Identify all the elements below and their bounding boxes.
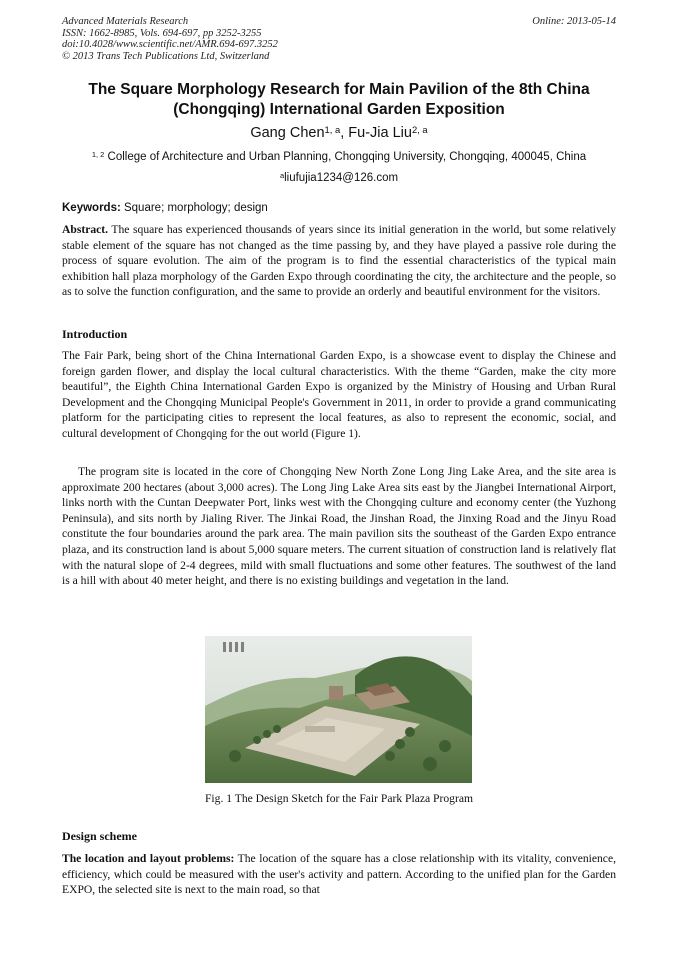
affiliation: [62, 149, 616, 165]
author-2-affiliation: 2, a: [411, 124, 428, 136]
author-1-affiliation: 1, a: [324, 124, 341, 136]
paper-title: The Square Morphology Research for Main Pavilion of the 8th China (Chongqing) International Garden Exposition: [88, 81, 590, 118]
design-sketch-figure: [205, 636, 472, 783]
design-runin-heading: The location and layout problems:: [62, 852, 235, 865]
keywords-label: Keywords:: [62, 202, 121, 214]
introduction-paragraph-1: The Fair Park, being short of the China International Garden Expo, is a showcase event to display the Chinese and foreign garden flower, and display the local cultural characteristics. With the theme “Garden, make the city more beautiful”, the Eighth China International Garden Expo is organized by the Ministry of Housing and Urban Rural Development and the Chongqing Municipal People's Government in 2011, in order to provide a grand communicating platform for the participating cities to represent the local features, as also to represent the economic, social, and cultural development of Chongqing for the out world (Figure 1).: [62, 349, 616, 440]
keywords-text: Square; morphology; design: [120, 202, 268, 214]
online-date: Online: 2013-05-14: [532, 16, 616, 27]
keywords: [62, 200, 616, 216]
email-address[interactable]: liufujia1234@126.com: [284, 172, 399, 184]
figure-caption: Fig. 1 The Design Sketch for the Fair Park Plaza Program: [204, 792, 473, 805]
introduction-paragraph-2: The program site is located in the core of Chongqing New North Zone Long Jing Lake Area, and the site area is approximate 200 hectares (about 3,000 acres). The Long Jing Lake Area sits east by the Jiangbei International Airport, links north with the Cuntan Deepwater Port, links west with the Chongqing culture and economy center (the Yuzhong Peninsula), and sits north by Jialing River. The Jinkai Road, the Jinshan Road, the Jinxing Road and the Jinyu Road constitute the four boundaries around the park area. The main pavilion sits the southeast of the Garden Expo entrance plaza, and its construction land is about 5,000 square meters. The current situation of construction land is relatively flat with the natural slope of 2-4 degrees, mild with small fluctuations and some other features. The southwest of the land is a hill with about 40 meter height, and there is no existing buildings and vegetation in the land.: [62, 465, 616, 588]
design-paragraph-text: The location of the square has a close relationship with its vitality, convenience, efficiency, which could be measured with the user's activity and pattern. According to the unified plan for the Garden EXPO, the selected site is next to the main road, so that: [62, 852, 616, 897]
author-1: Gang Chen: [250, 125, 325, 141]
abstract-label: Abstract.: [62, 223, 109, 236]
design-paragraph-1: [62, 851, 616, 898]
introduction-heading: Introduction: [62, 327, 128, 341]
journal-name: Advanced Materials Research: [62, 16, 189, 27]
abstract-text: The square has experienced thousands of years since its initial generation in the world, but some relatively stable element of the square has not changed as the time passing by, and they have played a passive role during the process of square evolution. The aim of the program is to find the essential characteristics of the typical main exhibition hall plaza morphology of the Garden Expo through coordinating the city, the architecture and the people, so as to solve the function configuration, and the same to provide an orderly and beautiful environment for the visitors.: [62, 223, 616, 299]
affiliation-text: College of Architecture and Urban Planning, Chongqing University, Chongqing, 400045, China: [104, 151, 587, 163]
affiliation-marker: 1, 2: [91, 149, 105, 159]
doi-line: doi:10.4028/www.scientific.net/AMR.694-697.3252: [62, 39, 278, 50]
author-2: Fu-Jia Liu: [348, 125, 412, 141]
author-line: [62, 123, 616, 143]
aerial-rendering-image: [205, 636, 472, 783]
author-separator: ,: [340, 125, 349, 141]
copyright-line: © 2013 Trans Tech Publications Ltd, Switzerland: [62, 50, 270, 62]
journal-header: [62, 16, 616, 62]
design-scheme-heading: Design scheme: [62, 829, 137, 843]
issn-line: ISSN: 1662-8985, Vols. 694-697, pp 3252-3255: [62, 27, 262, 39]
author-email: [62, 170, 616, 186]
abstract: [62, 222, 616, 300]
email-marker: a: [279, 170, 285, 180]
